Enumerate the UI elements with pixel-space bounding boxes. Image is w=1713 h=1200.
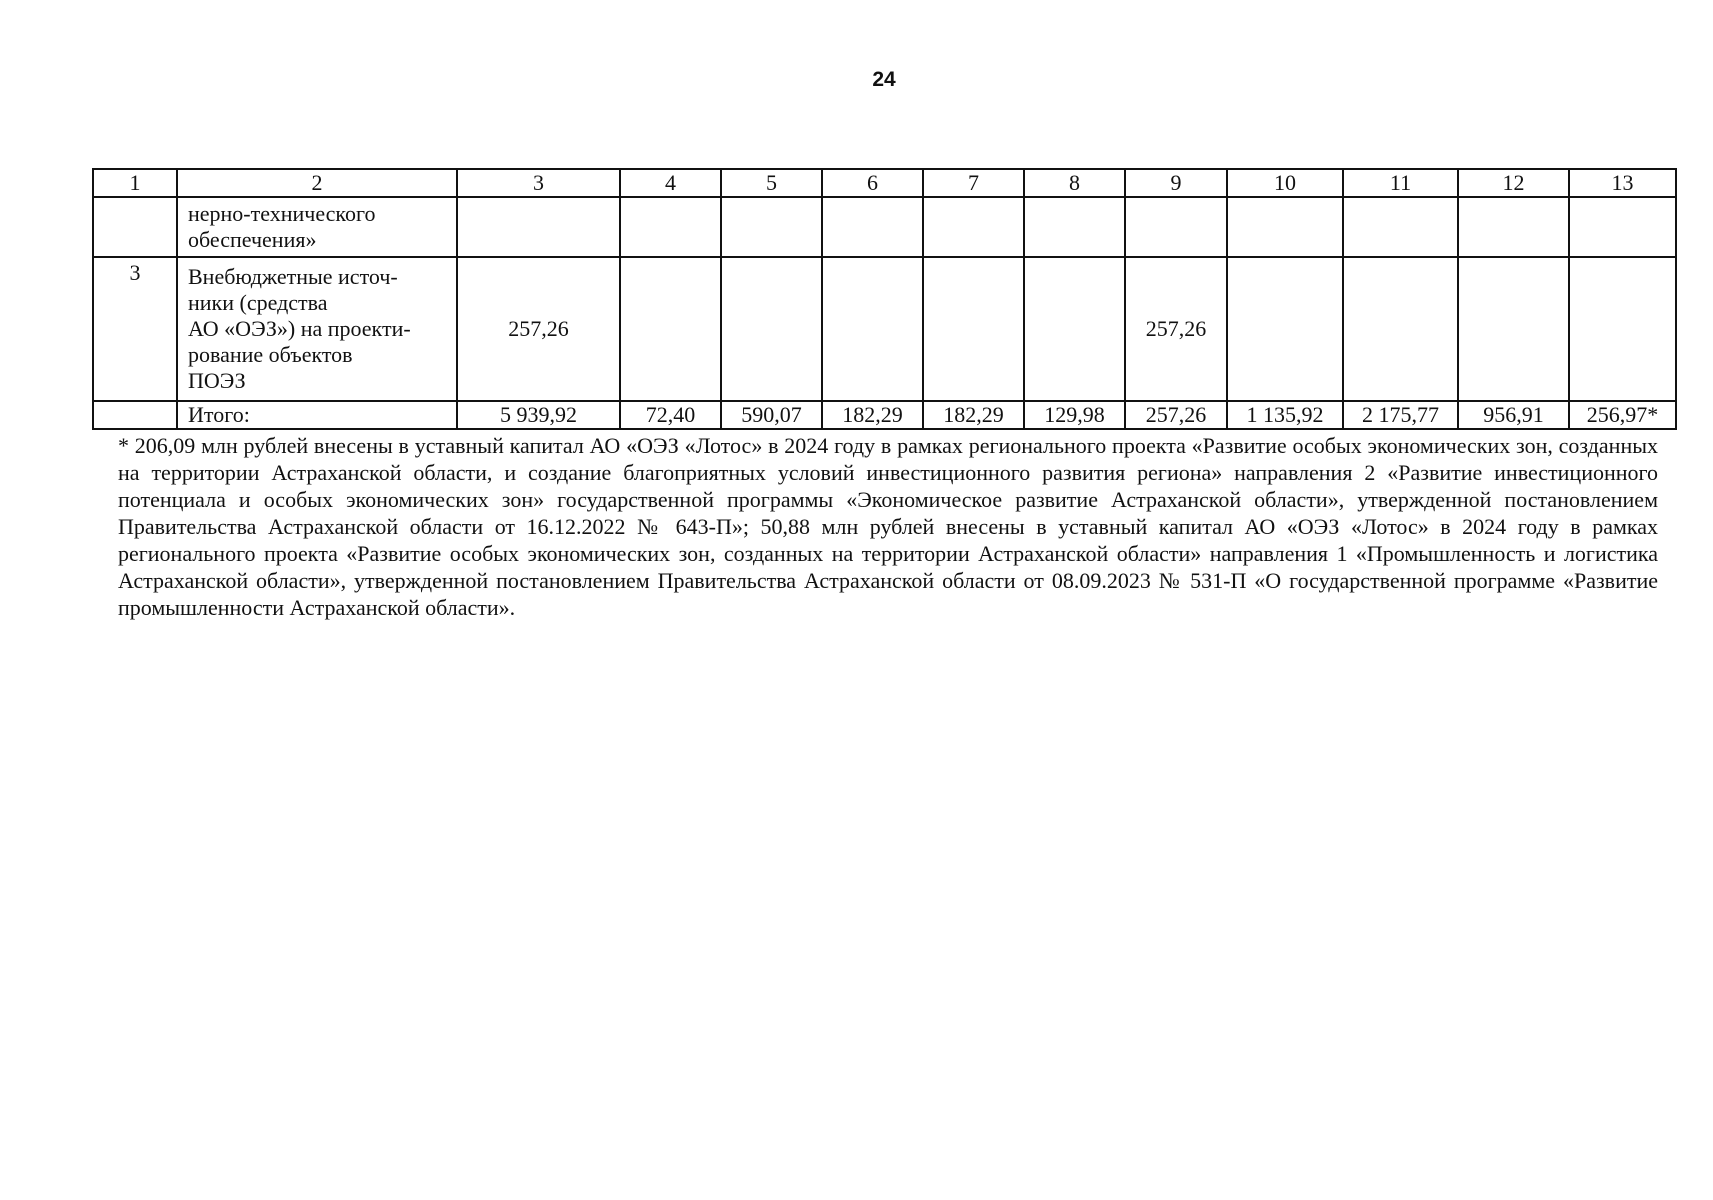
column-header: 10	[1227, 169, 1343, 197]
column-header: 4	[620, 169, 721, 197]
row-name-line: ники (средства	[188, 290, 328, 315]
column-header: 5	[721, 169, 822, 197]
value-cell	[721, 197, 822, 257]
value-cell	[1024, 197, 1125, 257]
value-cell	[923, 257, 1024, 401]
total-label: Итого:	[177, 401, 457, 429]
value-cell	[1458, 257, 1569, 401]
column-header: 11	[1343, 169, 1458, 197]
budget-table	[92, 168, 1677, 430]
value-cell	[923, 197, 1024, 257]
table-header-row	[93, 169, 1676, 197]
total-value-cell: 2 175,77	[1343, 401, 1458, 429]
table-row-total	[93, 401, 1676, 429]
row-number: 3	[93, 257, 177, 401]
value-cell	[822, 197, 923, 257]
total-value-cell: 956,91	[1458, 401, 1569, 429]
column-header: 12	[1458, 169, 1569, 197]
value-cell	[1227, 257, 1343, 401]
column-header: 2	[177, 169, 457, 197]
value-cell	[620, 257, 721, 401]
row-name-line: рование объектов	[188, 342, 353, 367]
total-value-cell: 182,29	[822, 401, 923, 429]
value-cell	[1125, 197, 1227, 257]
page-number: 24	[872, 68, 896, 91]
footnote: * 206,09 млн рублей внесены в уставный капитал АО «ОЭЗ «Лотос» в 2024 году в рамках регионального проекта «Развитие особых экономических зон, созданных на территории Астраханской области, и создание благоприятных условий инвестиционного развития региона» направления 2 «Развитие инвестиционного потенциала и особых экономических зон» государственной программы «Экономическое развитие Астраханской области», утвержденной постановлением Правительства Астраханской области от 16.12.2022 № 643-П»; 50,88 млн рублей внесены в уставный капитал АО «ОЭЗ «Лотос» в 2024 году в рамках регионального проекта «Развитие особых экономических зон, созданных на территории Астраханской области» направления 1 «Промышленность и логистика Астраханской области», утвержденной постановлением Правительства Астраханской области от 08.09.2023 № 531-П «О государственной программе «Развитие промышленности Астраханской области».	[118, 433, 1658, 620]
total-value-cell: 72,40	[620, 401, 721, 429]
value-cell	[1458, 197, 1569, 257]
value-cell: 257,26	[1125, 257, 1227, 401]
value-cell	[1569, 197, 1676, 257]
value-cell	[1024, 257, 1125, 401]
column-header: 9	[1125, 169, 1227, 197]
row-name	[177, 257, 457, 401]
total-value-cell: 256,97*	[1569, 401, 1676, 429]
total-value-cell: 1 135,92	[1227, 401, 1343, 429]
column-header: 7	[923, 169, 1024, 197]
value-cell	[822, 257, 923, 401]
total-value-cell: 129,98	[1024, 401, 1125, 429]
row-number	[93, 401, 177, 429]
column-header: 3	[457, 169, 620, 197]
value-cell	[457, 197, 620, 257]
table-row-continuation	[93, 197, 1676, 257]
value-cell	[1227, 197, 1343, 257]
table-row-3	[93, 257, 1676, 401]
total-value-cell: 182,29	[923, 401, 1024, 429]
row-name-line: обеспечения»	[188, 227, 317, 252]
row-name-line: нерно-технического	[188, 201, 376, 226]
column-header: 13	[1569, 169, 1676, 197]
total-value-cell: 590,07	[721, 401, 822, 429]
row-name	[177, 197, 457, 257]
row-name-line: АО «ОЭЗ») на проекти-	[188, 316, 411, 341]
total-value-cell: 5 939,92	[457, 401, 620, 429]
value-cell	[1343, 197, 1458, 257]
row-number	[93, 197, 177, 257]
column-header: 6	[822, 169, 923, 197]
value-cell	[1569, 257, 1676, 401]
value-cell: 257,26	[457, 257, 620, 401]
value-cell	[620, 197, 721, 257]
total-value-cell: 257,26	[1125, 401, 1227, 429]
column-header: 8	[1024, 169, 1125, 197]
row-name-line: ПОЭЗ	[188, 368, 246, 393]
value-cell	[721, 257, 822, 401]
column-header: 1	[93, 169, 177, 197]
row-name-line: Внебюджетные источ-	[188, 264, 398, 289]
value-cell	[1343, 257, 1458, 401]
